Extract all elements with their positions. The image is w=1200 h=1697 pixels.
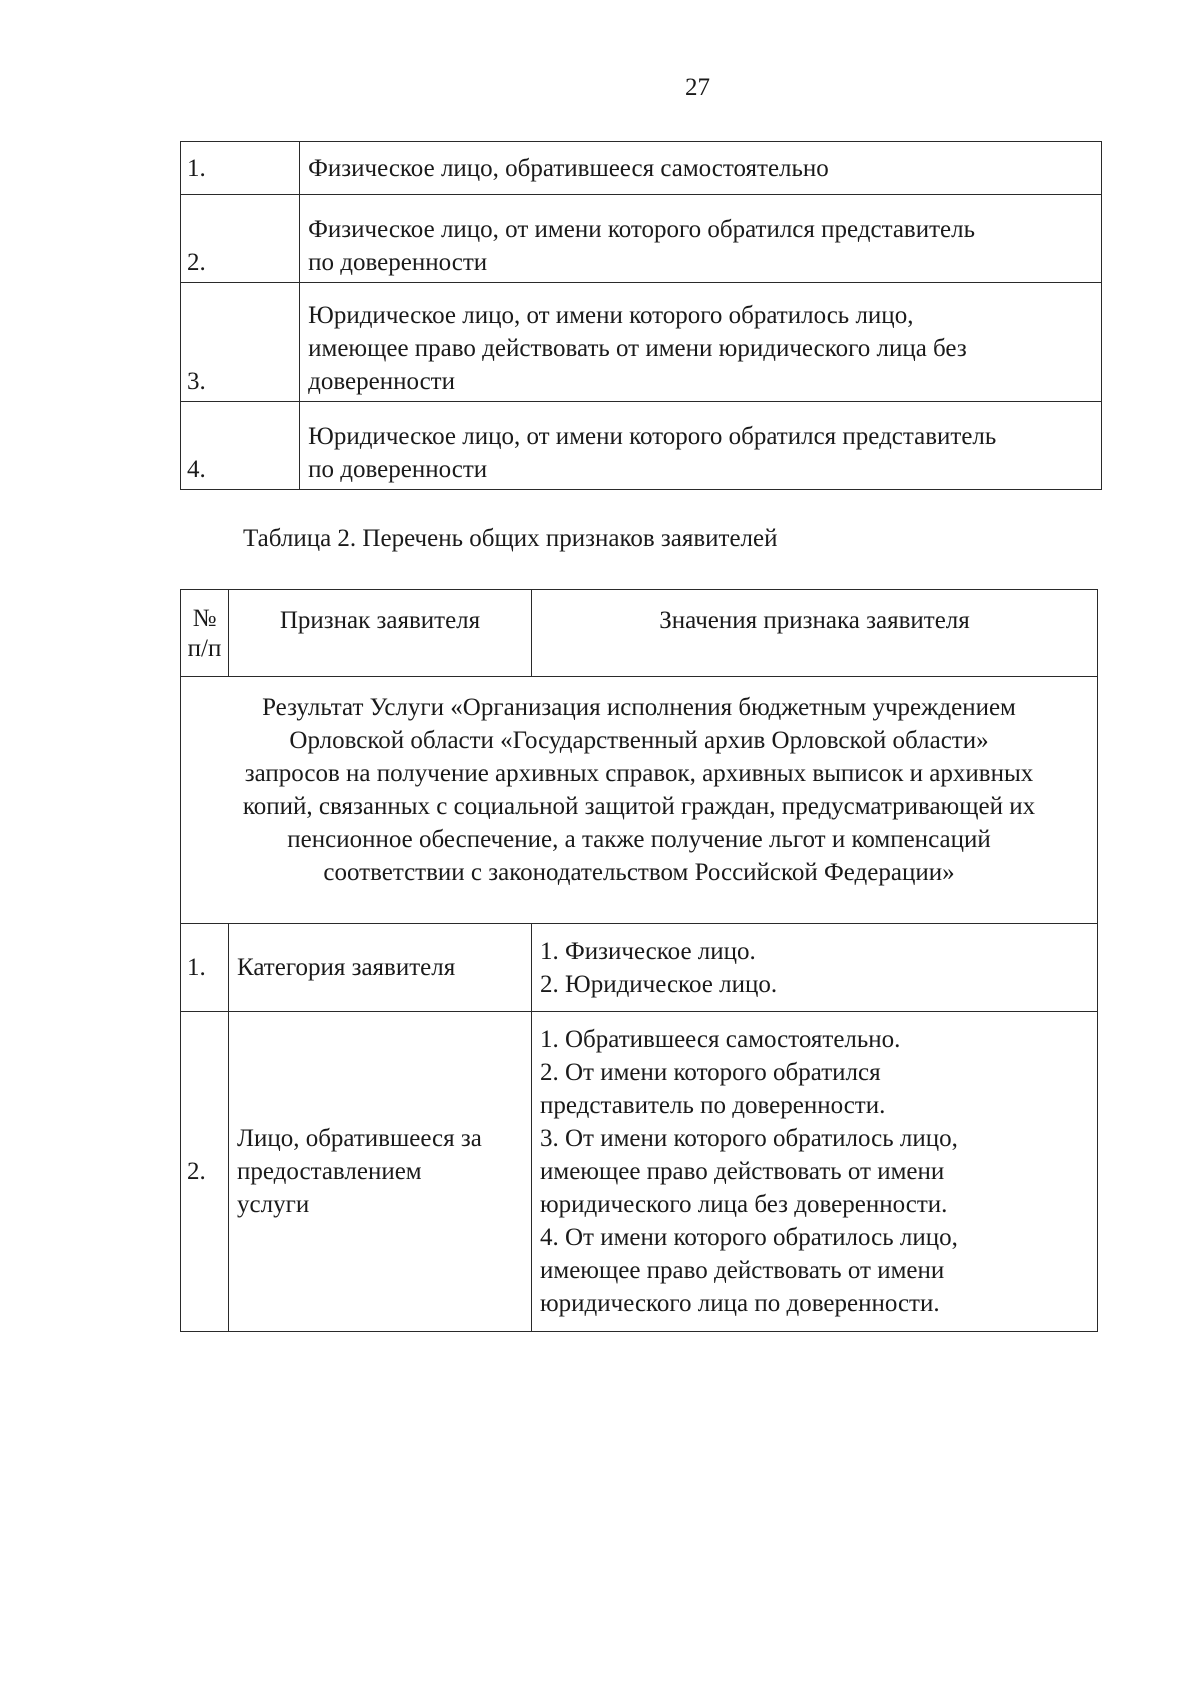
text-line: Лицо, обратившееся за: [237, 1125, 482, 1152]
table-header-row: [181, 590, 1098, 677]
row-value: [532, 1012, 1098, 1332]
text-line: Результат Услуги «Организация исполнения бюджетным учреждением: [262, 694, 1016, 721]
text-line: юридического лица без доверенности.: [540, 1191, 948, 1218]
header-value: Значения признака заявителя: [532, 590, 1098, 677]
row-text: [300, 142, 1102, 195]
text-line: Физическое лицо, обратившееся самостоятельно: [308, 154, 829, 182]
text-line: Юридическое лицо, от имени которого обратилось лицо,: [308, 302, 914, 329]
text-line: 1. Обратившееся самостоятельно.: [540, 1026, 901, 1053]
header-number-line: п/п: [187, 635, 222, 662]
text-line: пенсионное обеспечение, а также получение льгот и компенсаций: [287, 826, 991, 853]
table-row: [181, 142, 1102, 195]
text-line: имеющее право действовать от имени: [540, 1257, 945, 1284]
text-line: Орловской области «Государственный архив Орловской области»: [289, 727, 989, 754]
text-line: услуги: [237, 1191, 310, 1218]
text-line: имеющее право действовать от имени юридического лица без: [308, 335, 967, 362]
table-row: [181, 402, 1102, 490]
row-text: [300, 283, 1102, 402]
result-row: [181, 677, 1098, 924]
table-row: [181, 283, 1102, 402]
row-number: 2.: [181, 1012, 229, 1332]
row-number: 4.: [181, 402, 300, 490]
text-line: 2. От имени которого обратился: [540, 1059, 881, 1086]
table-row: [181, 195, 1102, 283]
text-line: копий, связанных с социальной защитой граждан, предусматривающей их: [242, 793, 1036, 820]
table-row: [181, 1012, 1098, 1332]
header-number-line: №: [192, 605, 217, 632]
row-number: 3.: [181, 283, 300, 402]
page-number: 27: [685, 74, 710, 101]
row-number: 1.: [181, 142, 300, 195]
applicants-table: [180, 141, 1102, 490]
row-value: [532, 924, 1098, 1012]
table-caption: Таблица 2. Перечень общих признаков заявителей: [243, 525, 778, 552]
text-line: по доверенности: [308, 456, 488, 483]
text-line: предоставлением: [237, 1158, 422, 1185]
text-line: Категория заявителя: [237, 954, 456, 981]
text-line: 1. Физическое лицо.: [540, 937, 756, 965]
text-line: имеющее право действовать от имени: [540, 1158, 945, 1185]
text-line: Физическое лицо, от имени которого обратился представитель: [308, 216, 976, 243]
header-number: [181, 590, 229, 677]
text-line: 3. От имени которого обратилось лицо,: [540, 1125, 958, 1152]
row-text: [300, 402, 1102, 490]
row-sign: [229, 924, 532, 1012]
table-row: [181, 924, 1098, 1012]
text-line: юридического лица по доверенности.: [540, 1290, 940, 1317]
text-line: Юридическое лицо, от имени которого обратился представитель: [308, 423, 997, 450]
text-line: по доверенности: [308, 249, 488, 276]
row-number: 2.: [181, 195, 300, 283]
row-text: [300, 195, 1102, 283]
row-sign: [229, 1012, 532, 1332]
text-line: доверенности: [308, 368, 455, 395]
text-line: соответствии с законодательством Российской Федерации»: [323, 859, 955, 886]
text-line: 2. Юридическое лицо.: [540, 970, 778, 998]
row-number: 1.: [181, 924, 229, 1012]
text-line: представитель по доверенности.: [540, 1092, 886, 1119]
service-result: [181, 677, 1098, 924]
text-line: 4. От имени которого обратилось лицо,: [540, 1224, 958, 1251]
text-line: запросов на получение архивных справок, архивных выписок и архивных: [244, 760, 1034, 787]
applicant-signs-table: [180, 589, 1098, 1332]
header-sign: Признак заявителя: [229, 590, 532, 677]
